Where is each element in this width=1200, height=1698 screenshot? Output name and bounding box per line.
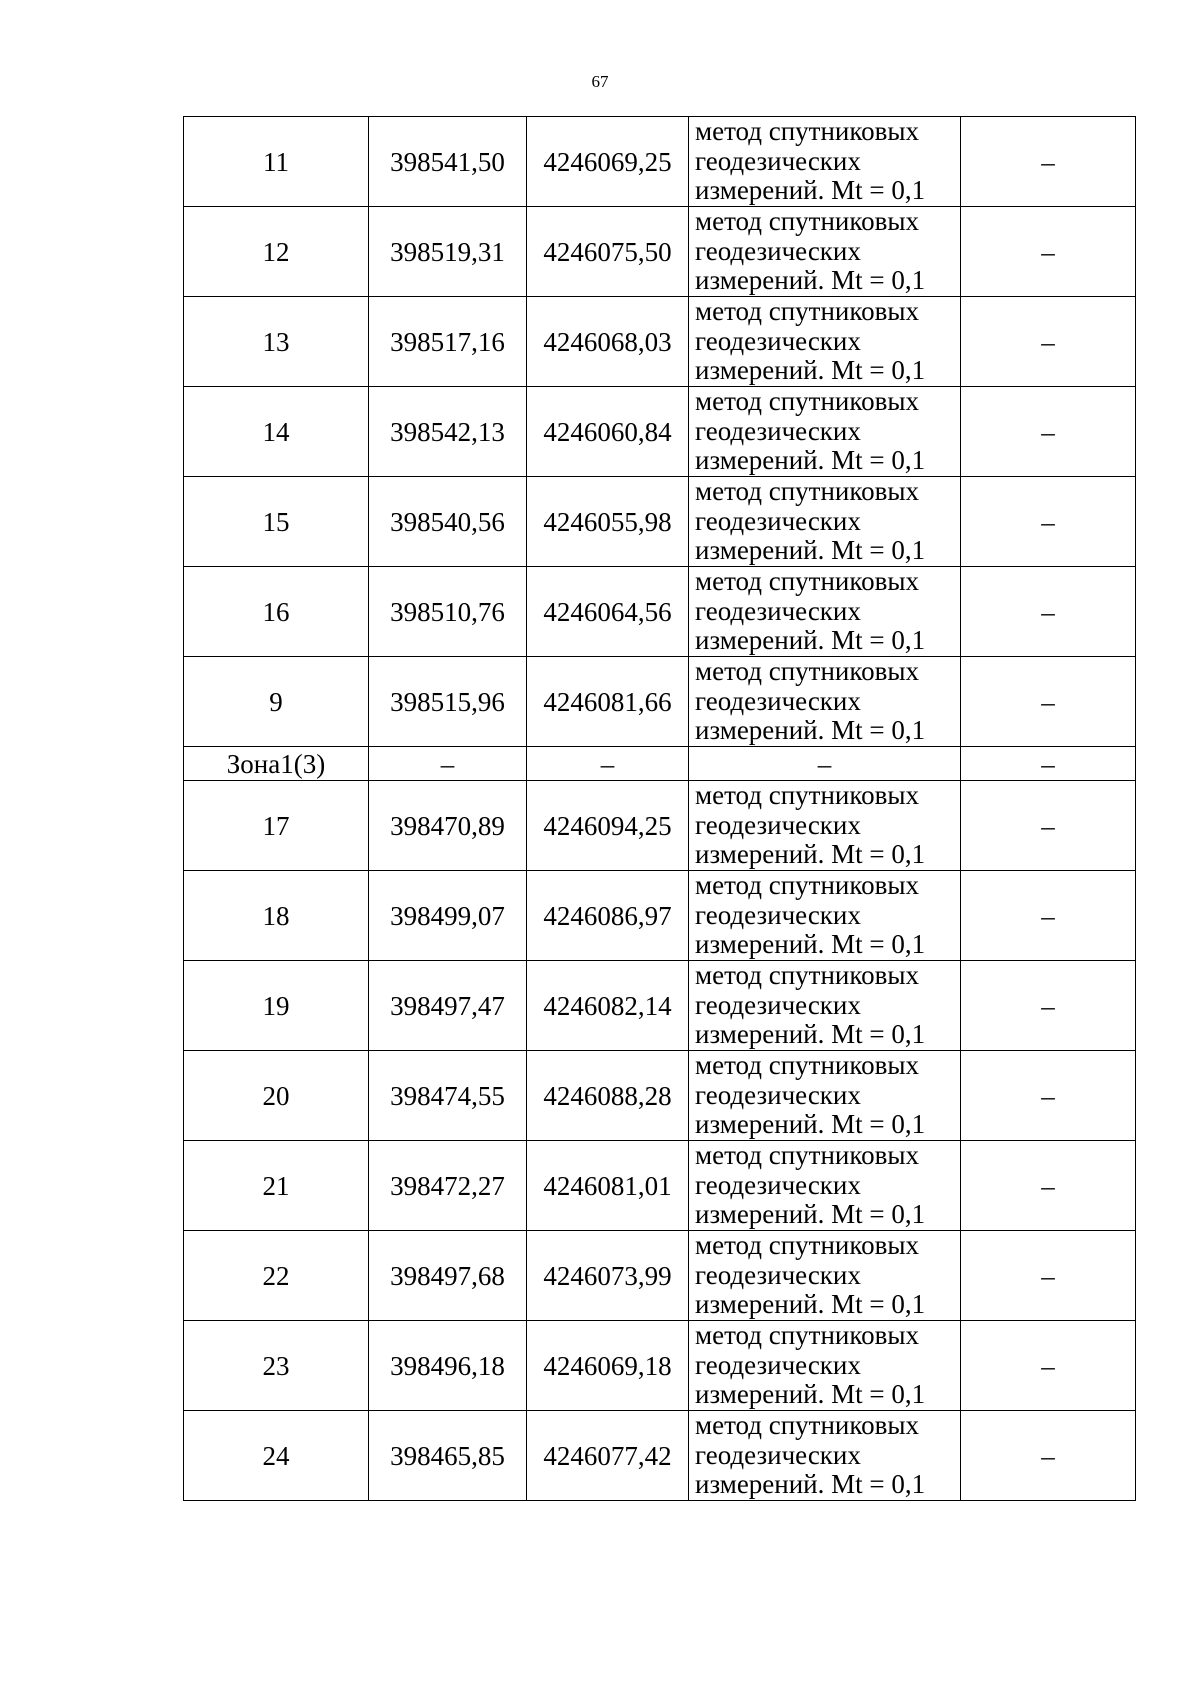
point-number-cell: 13 [184,297,369,387]
method-cell [689,871,961,961]
method-text-line: метод спутниковых [695,386,919,417]
note-cell: – [961,297,1136,387]
x-coordinate-cell: 398542,13 [369,387,527,477]
x-coordinate-cell: 398510,76 [369,567,527,657]
method-cell [689,207,961,297]
method-text-line: измерений. Mt = 0,1 [695,625,926,656]
method-text-line: геодезических [695,1349,861,1380]
method-cell [689,1051,961,1141]
x-coordinate-cell: 398497,47 [369,961,527,1051]
coordinates-table [183,116,1136,1501]
method-text-line: метод спутниковых [695,476,919,507]
point-number-cell: 14 [184,387,369,477]
method-text-line: метод спутниковых [695,1050,919,1081]
method-text-line: метод спутниковых [695,1140,919,1171]
method-text-line: геодезических [695,685,861,716]
x-coordinate-cell: 398517,16 [369,297,527,387]
table-row [184,117,1136,207]
method-text-line: измерений. Mt = 0,1 [695,929,926,960]
method-text-line: метод спутниковых [695,656,919,687]
table-row [184,387,1136,477]
method-text-line: метод спутниковых [695,1320,919,1351]
point-number-cell: 20 [184,1051,369,1141]
y-coordinate-cell: 4246064,56 [527,567,689,657]
x-coordinate-cell: 398470,89 [369,781,527,871]
method-text-line: измерений. Mt = 0,1 [695,1019,926,1050]
note-cell: – [961,781,1136,871]
method-text-line: геодезических [695,325,861,356]
method-text-line: геодезических [695,1169,861,1200]
method-text-line: геодезических [695,1439,861,1470]
table-row [184,477,1136,567]
x-coordinate-cell: 398474,55 [369,1051,527,1141]
y-coordinate-cell: 4246082,14 [527,961,689,1051]
method-cell [689,117,961,207]
y-coordinate-cell: – [527,747,689,781]
method-text-line: геодезических [695,415,861,446]
x-coordinate-cell: 398515,96 [369,657,527,747]
x-coordinate-cell: – [369,747,527,781]
table-row [184,1051,1136,1141]
method-text-line: метод спутниковых [695,566,919,597]
note-cell: – [961,567,1136,657]
method-text-line: измерений. Mt = 0,1 [695,1289,926,1320]
coordinates-table-body [184,117,1136,1501]
y-coordinate-cell: 4246073,99 [527,1231,689,1321]
method-cell [689,657,961,747]
point-number-cell: 22 [184,1231,369,1321]
method-cell [689,1231,961,1321]
method-cell [689,961,961,1051]
table-row [184,961,1136,1051]
zone-header-row [184,747,1136,781]
method-cell [689,567,961,657]
method-text-line: метод спутниковых [695,960,919,991]
y-coordinate-cell: 4246068,03 [527,297,689,387]
method-text-line: геодезических [695,235,861,266]
point-number-cell: 19 [184,961,369,1051]
method-text-line: геодезических [695,145,861,176]
y-coordinate-cell: 4246081,66 [527,657,689,747]
method-text-line: измерений. Mt = 0,1 [695,175,926,206]
note-cell: – [961,207,1136,297]
note-cell: – [961,117,1136,207]
method-text-line: измерений. Mt = 0,1 [695,839,926,870]
method-text-line: измерений. Mt = 0,1 [695,1379,926,1410]
note-cell: – [961,747,1136,781]
note-cell: – [961,477,1136,567]
x-coordinate-cell: 398541,50 [369,117,527,207]
note-cell: – [961,871,1136,961]
table-row [184,1321,1136,1411]
method-text-line: геодезических [695,505,861,536]
method-cell: – [689,747,961,781]
x-coordinate-cell: 398540,56 [369,477,527,567]
point-number-cell: 16 [184,567,369,657]
method-text-line: метод спутниковых [695,1410,919,1441]
method-text-line: измерений. Mt = 0,1 [695,445,926,476]
x-coordinate-cell: 398465,85 [369,1411,527,1501]
method-text-line: измерений. Mt = 0,1 [695,535,926,566]
table-row [184,871,1136,961]
method-text-line: геодезических [695,595,861,626]
table-row [184,297,1136,387]
table-row [184,567,1136,657]
y-coordinate-cell: 4246086,97 [527,871,689,961]
zone-label-cell: Зона1(3) [184,747,369,781]
y-coordinate-cell: 4246088,28 [527,1051,689,1141]
x-coordinate-cell: 398519,31 [369,207,527,297]
note-cell: – [961,1141,1136,1231]
y-coordinate-cell: 4246069,25 [527,117,689,207]
x-coordinate-cell: 398499,07 [369,871,527,961]
method-text-line: метод спутниковых [695,870,919,901]
y-coordinate-cell: 4246055,98 [527,477,689,567]
method-cell [689,387,961,477]
note-cell: – [961,1051,1136,1141]
method-text-line: метод спутниковых [695,780,919,811]
method-cell [689,781,961,871]
y-coordinate-cell: 4246069,18 [527,1321,689,1411]
point-number-cell: 17 [184,781,369,871]
method-text-line: метод спутниковых [695,206,919,237]
x-coordinate-cell: 398496,18 [369,1321,527,1411]
y-coordinate-cell: 4246077,42 [527,1411,689,1501]
table-row [184,1231,1136,1321]
table-row [184,207,1136,297]
note-cell: – [961,1321,1136,1411]
x-coordinate-cell: 398472,27 [369,1141,527,1231]
point-number-cell: 11 [184,117,369,207]
note-cell: – [961,387,1136,477]
method-text-line: геодезических [695,809,861,840]
method-text-line: измерений. Mt = 0,1 [695,1469,926,1500]
method-text-line: измерений. Mt = 0,1 [695,1109,926,1140]
method-cell [689,1411,961,1501]
table-row [184,1141,1136,1231]
method-text-line: измерений. Mt = 0,1 [695,265,926,296]
method-text-line: метод спутниковых [695,116,919,147]
point-number-cell: 23 [184,1321,369,1411]
table-row [184,1411,1136,1501]
table-row [184,781,1136,871]
method-text-line: измерений. Mt = 0,1 [695,1199,926,1230]
y-coordinate-cell: 4246060,84 [527,387,689,477]
note-cell: – [961,1231,1136,1321]
y-coordinate-cell: 4246094,25 [527,781,689,871]
y-coordinate-cell: 4246081,01 [527,1141,689,1231]
point-number-cell: 18 [184,871,369,961]
table-row [184,657,1136,747]
method-cell [689,477,961,567]
method-text-line: измерений. Mt = 0,1 [695,715,926,746]
method-text-line: метод спутниковых [695,1230,919,1261]
note-cell: – [961,1411,1136,1501]
method-cell [689,1141,961,1231]
point-number-cell: 9 [184,657,369,747]
method-text-line: метод спутниковых [695,296,919,327]
method-text-line: геодезических [695,1079,861,1110]
method-text-line: измерений. Mt = 0,1 [695,355,926,386]
point-number-cell: 24 [184,1411,369,1501]
point-number-cell: 21 [184,1141,369,1231]
y-coordinate-cell: 4246075,50 [527,207,689,297]
point-number-cell: 12 [184,207,369,297]
method-cell [689,1321,961,1411]
point-number-cell: 15 [184,477,369,567]
note-cell: – [961,961,1136,1051]
page-number: 67 [591,72,609,91]
method-text-line: геодезических [695,899,861,930]
method-text-line: геодезических [695,989,861,1020]
method-text-line: геодезических [695,1259,861,1290]
x-coordinate-cell: 398497,68 [369,1231,527,1321]
note-cell: – [961,657,1136,747]
method-cell [689,297,961,387]
